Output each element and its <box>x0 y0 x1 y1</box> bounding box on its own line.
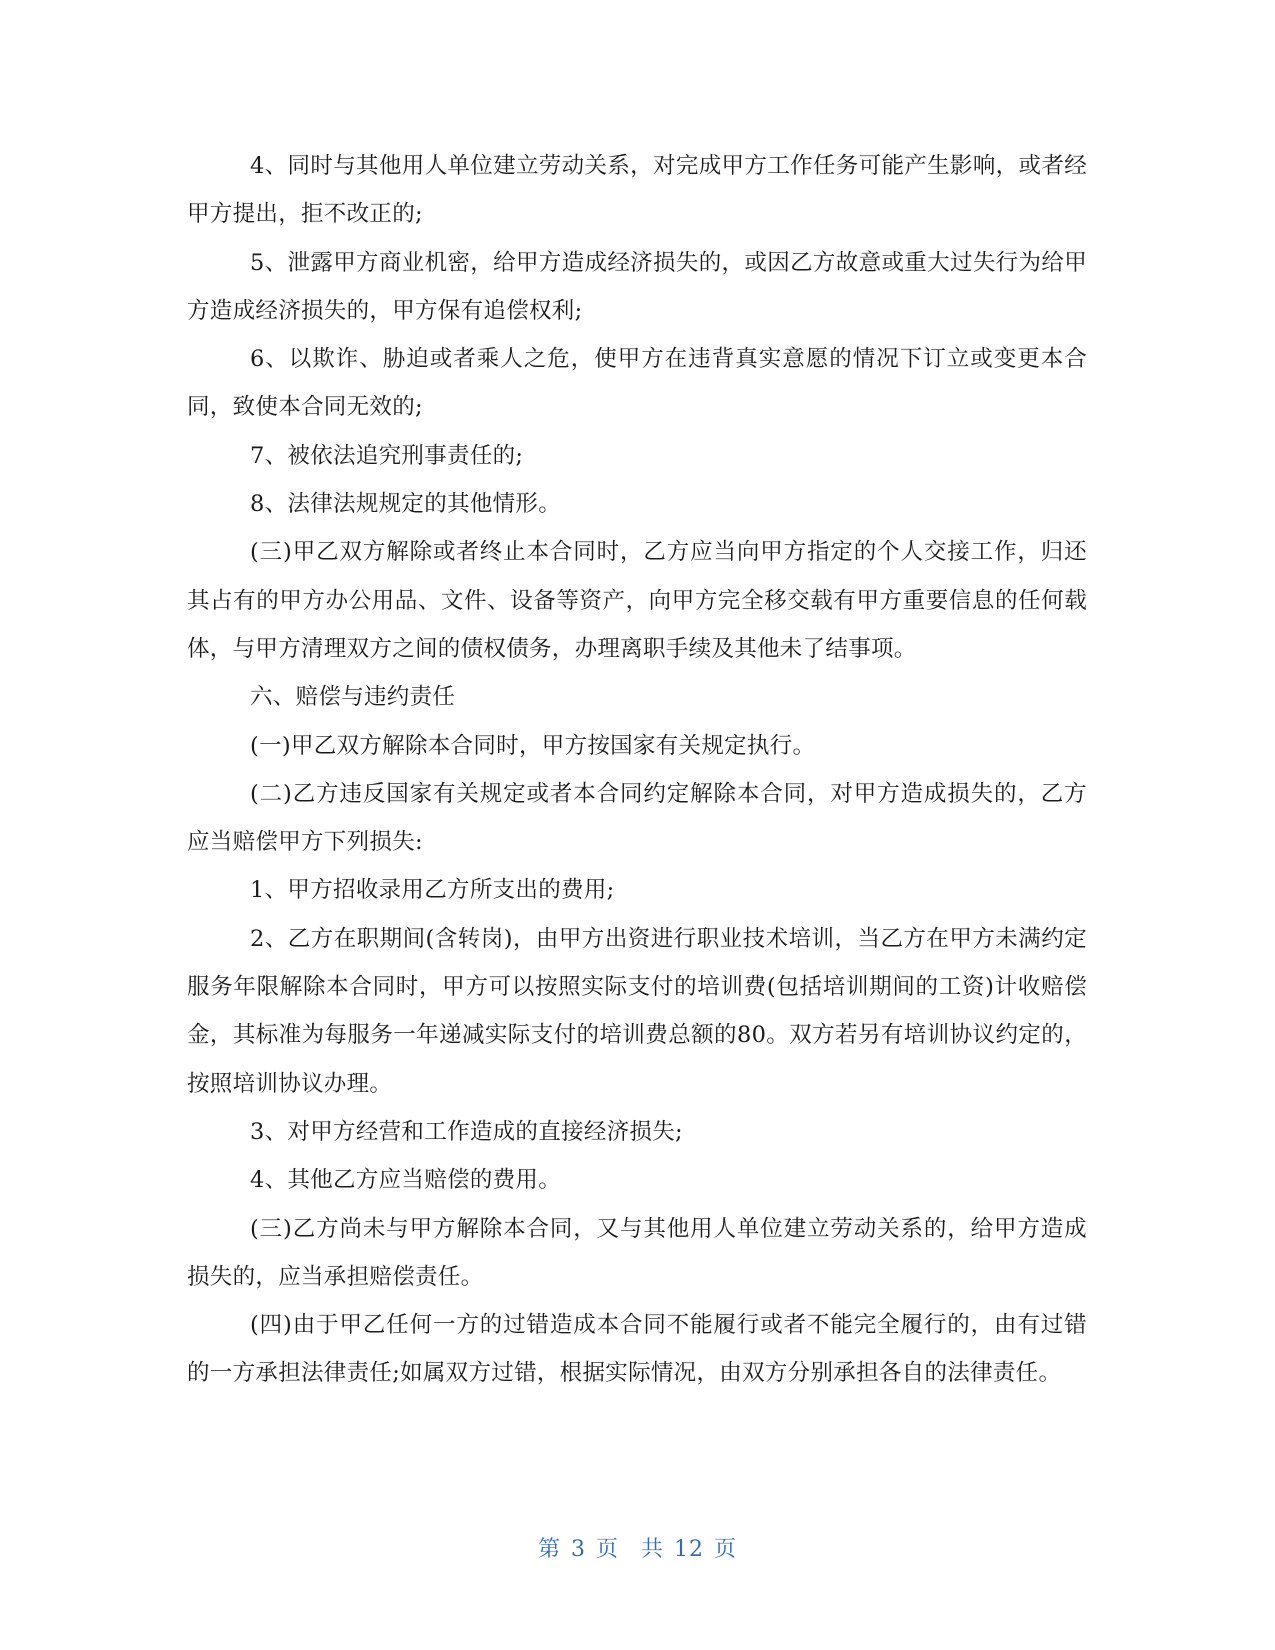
paragraph: 2、乙方在职期间(含转岗)，由甲方出资进行职业技术培训，当乙方在甲方未满约定服务年限解除本合同时，甲方可以按照实际支付的培训费(包括培训期间的工资)计收赔偿金，其标准为每服务一年递减实际支付的培训费总额的80。双方若另有培训协议约定的，按照培训协议办理。 <box>187 925 1087 1097</box>
paragraph: (二)乙方违反国家有关规定或者本合同约定解除本合同，对甲方造成损失的，乙方应当赔偿甲方下列损失: <box>187 780 1087 856</box>
paragraph: 6、以欺诈、胁迫或者乘人之危，使甲方在违背真实意愿的情况下订立或变更本合同，致使本合同无效的; <box>187 346 1087 421</box>
footer-prefix: 第 <box>537 1537 561 1562</box>
paragraph: 1、甲方招收录用乙方所支出的费用; <box>250 877 615 904</box>
footer-current-page: 3 <box>570 1537 586 1562</box>
footer-total-word: 共 <box>641 1537 665 1562</box>
paragraph: (三)甲乙双方解除或者终止本合同时，乙方应当向甲方指定的个人交接工作，归还其占有的甲方办公用品、文件、设备等资产，向甲方完全移交载有甲方重要信息的任何载体，与甲方清理双方之间的债权债务，办理离职手续及其他未了结事项。 <box>187 539 1087 662</box>
paragraph: 8、法律法规规定的其他情形。 <box>250 491 562 518</box>
paragraph: (三)乙方尚未与甲方解除本合同，又与其他用人单位建立劳动关系的，给甲方造成损失的，应当承担赔偿责任。 <box>187 1215 1087 1290</box>
footer-page-word-2: 页 <box>714 1537 738 1562</box>
paragraph: 4、同时与其他用人单位建立劳动关系，对完成甲方工作任务可能产生影响，或者经甲方提出，拒不改正的; <box>187 153 1087 228</box>
page-footer <box>0 1532 1275 1563</box>
paragraph: (四)由于甲乙任何一方的过错造成本合同不能履行或者不能完全履行的，由有过错的一方承担法律责任;如属双方过错，根据实际情况，由双方分别承担各自的法律责任。 <box>187 1312 1087 1387</box>
paragraph: 4、其他乙方应当赔偿的费用。 <box>250 1167 562 1194</box>
footer-total-pages: 12 <box>674 1537 705 1562</box>
paragraph: 5、泄露甲方商业机密，给甲方造成经济损失的，或因乙方故意或重大过失行为给甲方造成经济损失的，甲方保有追偿权利; <box>187 249 1087 324</box>
footer-page-word: 页 <box>595 1537 619 1562</box>
paragraph: (一)甲乙双方解除本合同时，甲方按国家有关规定执行。 <box>250 732 816 759</box>
section-heading: 六、赔偿与违约责任 <box>250 684 456 711</box>
paragraph: 7、被依法追究刑事责任的; <box>250 442 524 469</box>
document-body <box>187 142 1087 1398</box>
paragraph: 3、对甲方经营和工作造成的直接经济损失; <box>250 1118 683 1145</box>
